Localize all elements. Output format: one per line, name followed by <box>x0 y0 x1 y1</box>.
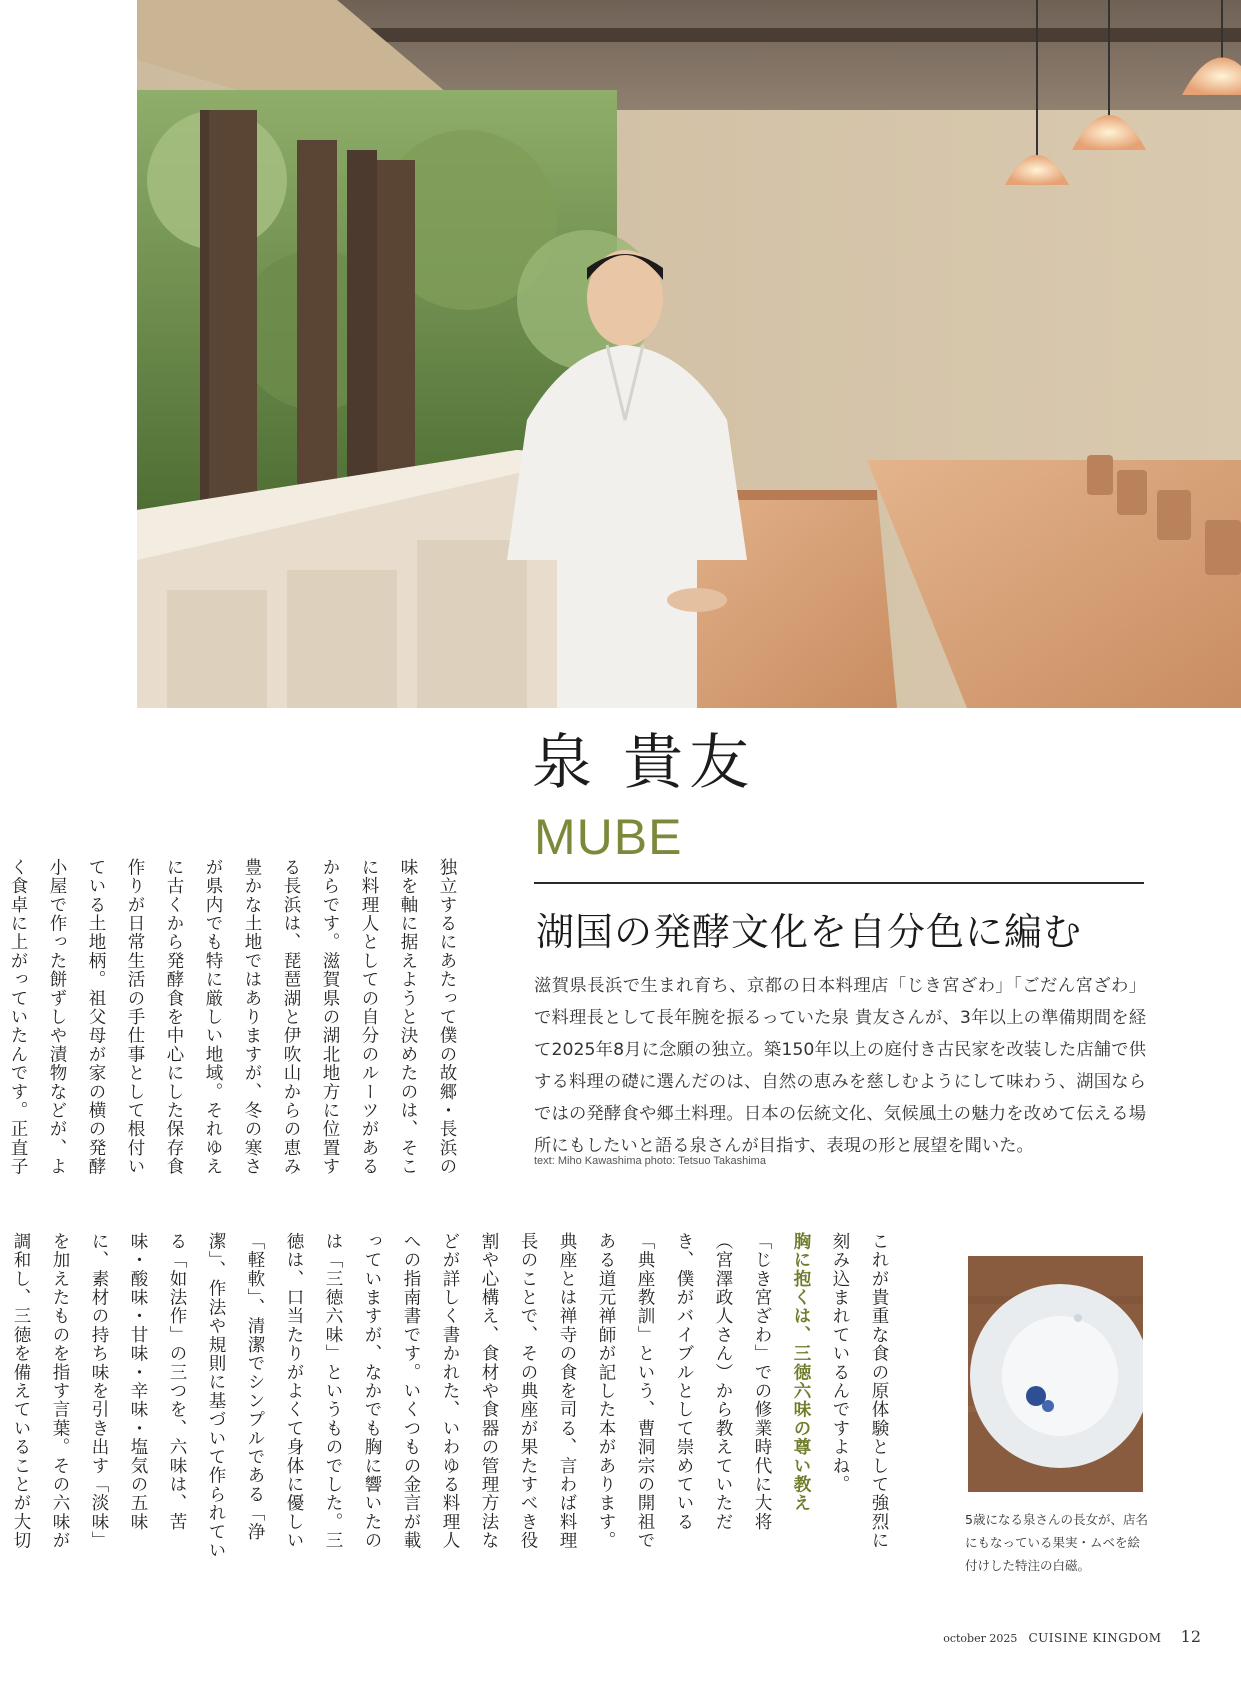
chef-name: 泉 貴友 <box>532 728 756 798</box>
restaurant-interior-illustration <box>137 0 1241 708</box>
lead-paragraph: 滋賀県長浜で生まれ育ち、京都の日本料理店「じき宮ざわ」「ごだん宮ざわ」で料理長として長年腕を振るっていた泉 貴友さんが、3年以上の準備期間を経て2025年8月に念願の独立。築150年以上の庭付き古民家を改装した店舗で供する料理の礎に選んだのは、自然の恵みを慈しむようにして味わう、湖国ならではの発酵食や郷土料理。日本の伝統文化、気候風土の魅力を改めて伝える場所にもしたいと語る泉さんが目指す、表現の形と展望を聞いた。 <box>534 976 1146 1156</box>
body-column-1: 独立するにあたって僕の故郷・長浜の味を軸に据えようと決めたのは、そこに料理人としての自分のルーツがあるからです。滋賀県の湖北地方に位置する長浜は、琵琶湖と伊吹山からの恵み豊かな土地ではありますが、冬の寒さが県内でも特に厳しい地域。それゆえに古くから発酵食を中心にした保存食作りが日常生活の手仕事として根付いている土地柄。祖父母が家の横の発酵小屋で作った餅ずしや漬物などが、よく食卓に上がっていたんです。正直子 <box>8 858 457 1176</box>
hero-photo <box>137 0 1241 708</box>
body-column-2 <box>11 1232 898 1560</box>
section-subhead: 胸に抱くは、三徳六味の尊い教え <box>791 1232 811 1513</box>
photo-credit: text: Miho Kawashima photo: Tetsuo Takashima <box>534 1155 766 1167</box>
title-divider <box>534 882 1144 884</box>
plate-photo <box>968 1256 1143 1492</box>
issue-month: october 2025 <box>943 1632 1018 1645</box>
white-porcelain-plate-illustration <box>968 1256 1143 1492</box>
magazine-title: CUISINE KINGDOM <box>1028 1631 1162 1645</box>
article-headline: 湖国の発酵文化を自分色に編む <box>536 910 1083 954</box>
body-main-text: 「じき宮ざわ」での修業時代に大将（宮澤政人さん）から教えていただき、僕がバイブルとして崇めている「典座教訓」という、曹洞宗の開祖である道元禅師が記した本があります。典座とは禅寺の食を司る、言わば料理長のことで、その典座が果たすべき役割や心構え、食材や食器の管理方法などが詳しく書かれた、いわゆる料理人への指南書です。いくつもの金言が載っていますが、なかでも胸に響いたのは「三徳六味」というものでした。三徳は、口当たりがよくて身体に優しい「軽軟」、清潔でシンプルである「浄潔」、作法や規則に基づいて作られている「如法作」の三つを、六味は、苦味・酸味・甘味・辛味・塩気の五味に、素材の持ち味を引き出す「淡味」を加えたものを指す言葉。その六味が調和し、三徳を備えていることが大切 <box>11 1232 772 1560</box>
body-intro-text: これが貴重な食の原体験として強烈に刻み込まれているんですよね。 <box>830 1232 889 1550</box>
page-number: 12 <box>1180 1627 1201 1646</box>
page-footer <box>943 1627 1201 1646</box>
restaurant-name: MUBE <box>534 809 683 865</box>
photo-caption: 5歳になる泉さんの長女が、店名にもなっている果実・ムベを絵付けした特注の白磁。 <box>965 1512 1148 1573</box>
